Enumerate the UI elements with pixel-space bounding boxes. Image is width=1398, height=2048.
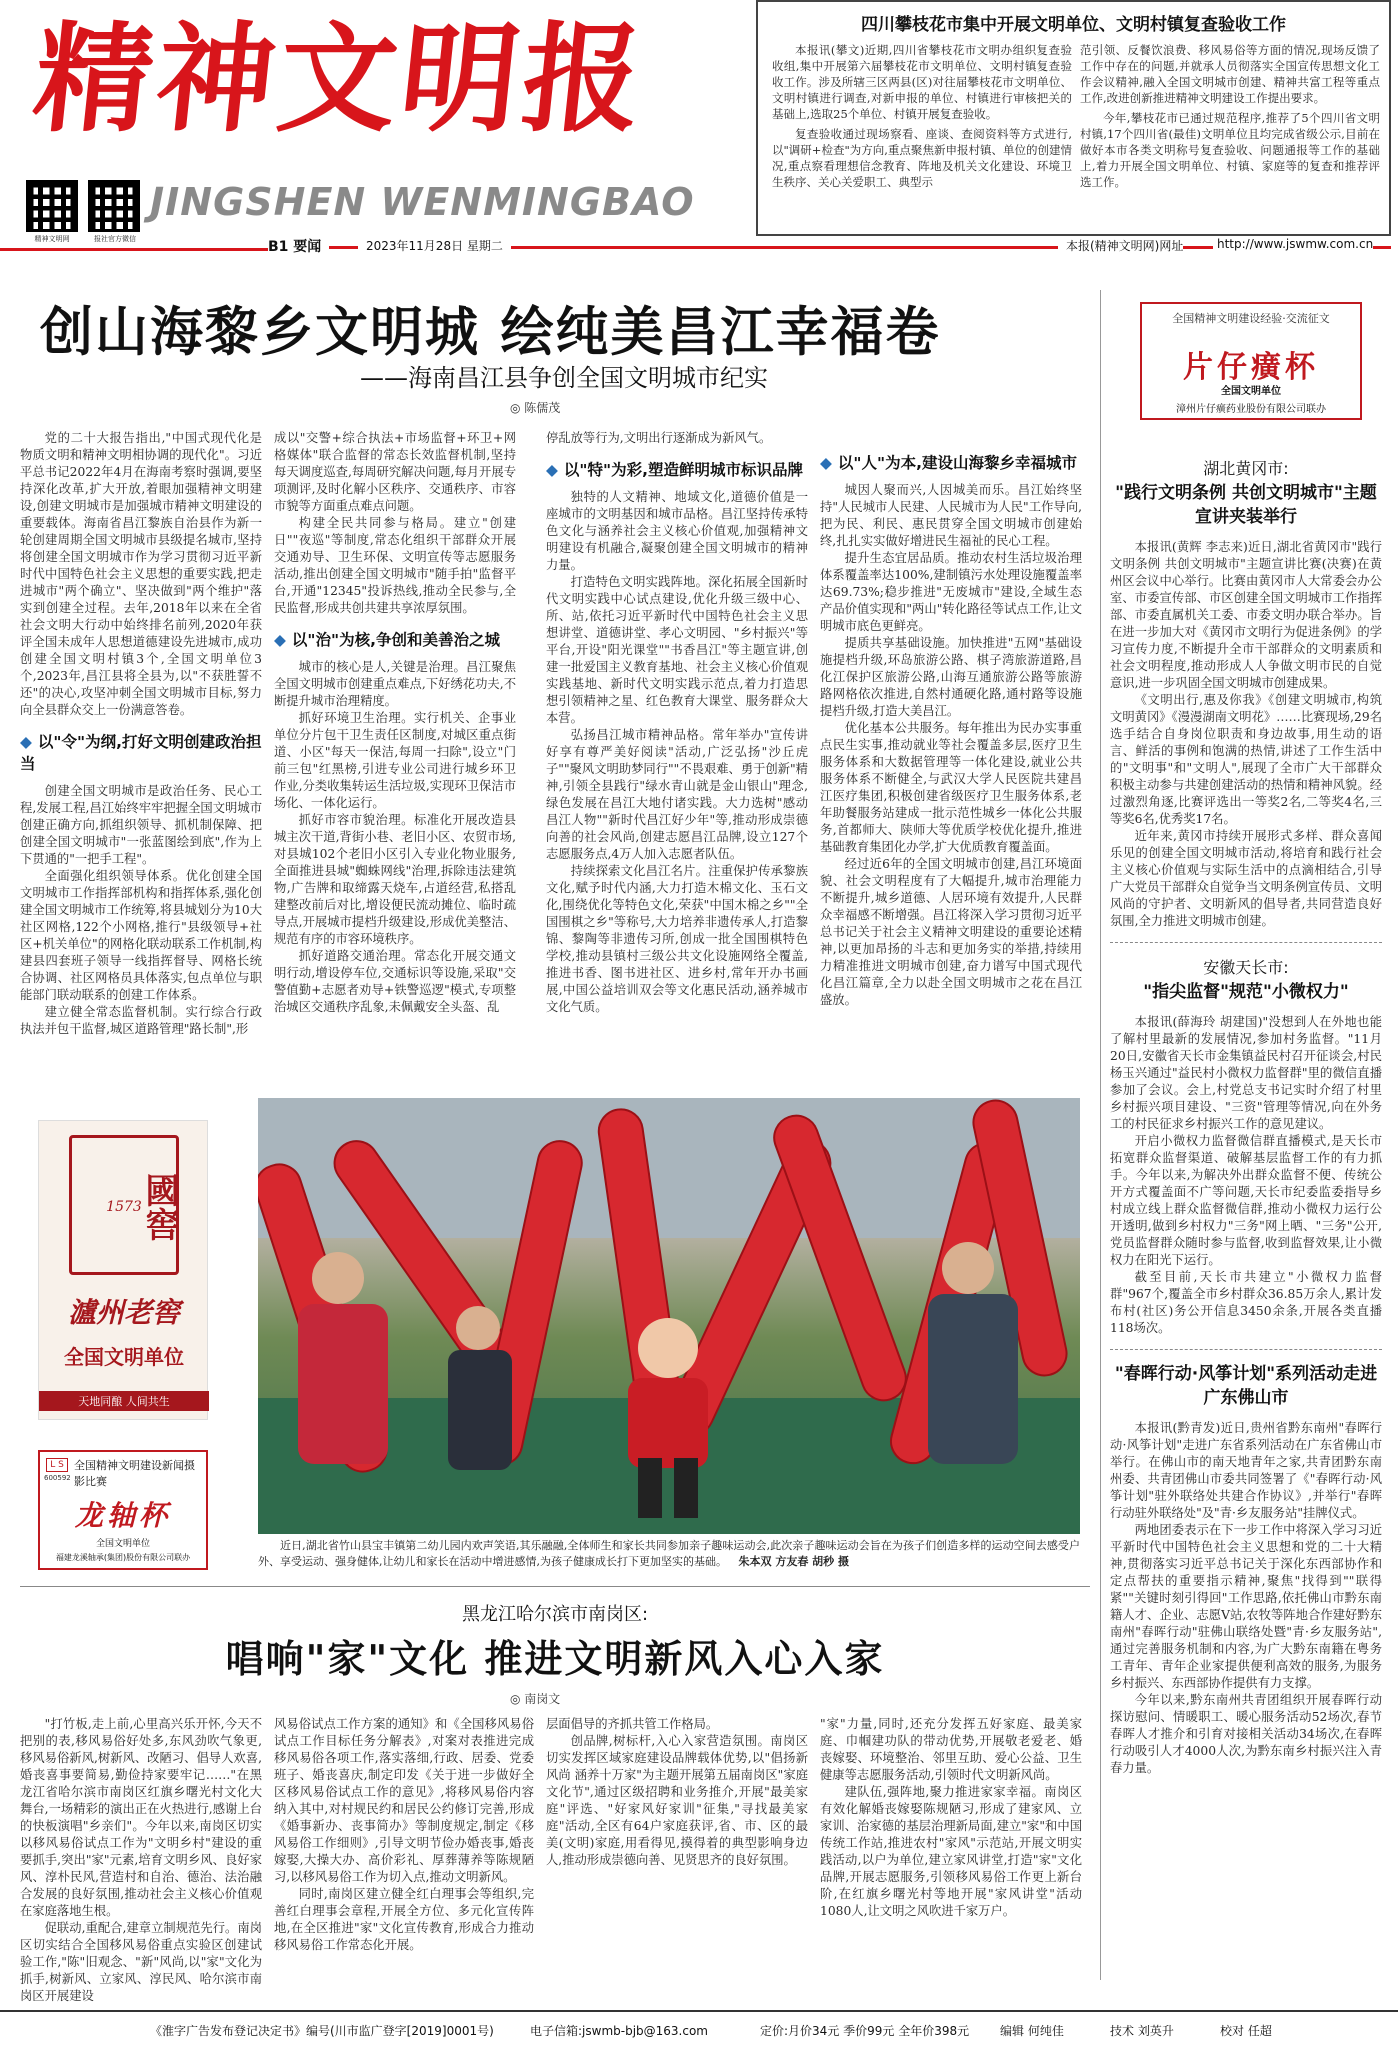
longzhou-company: 福建龙溪轴承(集团)股份有限公司联办 (55, 1553, 191, 1562)
section-label: B1 要闻 (268, 236, 329, 256)
main-p14: 弘扬昌江城市精神品格。常年举办"宣传讲好享有尊严美好阅读"活动,广泛弘扬"沙丘虎子""聚风文明助梦同行""不畏艰难、勇于创新"精神,引领全县践行"绿水青山就是金山银山"理念,绿色发展在昌江大地付诸实践。大力选树"感动昌江人物""新时代昌江好少年"等,推动形成崇德向善的社会风尚,创建志愿昌江品牌,设立127个志愿服务点,4万人加入志愿者队伍。 (546, 728, 808, 861)
main-col-1 (20, 430, 262, 1070)
sidebar-title-1: "践行文明条例 共创文明城市"主题宣讲夹装举行 (1115, 483, 1377, 527)
diamond-icon: ◆ (274, 631, 286, 649)
main-p11: 停乱放等行为,文明出行逐渐成为新风气。 (546, 431, 772, 445)
second-p1: "打竹板,走上前,心里高兴乐开怀,今天不把别的表,移风易俗好处多,东风劲吹气象更,移风易俗新风,树新风、改陋习、倡导人欢喜,婚丧喜事要简易,勤俭持家要牢记……"在黑龙江省哈尔滨市南岗区红旗乡曙光村文化大舞台,一场精彩的演出正在火热进行,感谢上台的快板演唱"乡亲们"。今年以来,南岗区切实以移风易俗试点工作为"文明乡村"建设的重要抓手,突出"家"元素,培育文明乡风、良好家风、淳朴民风,营造村和自治、德治、法治融合发展的良好氛围,推动社会主义核心价值观在家庭落地生根。 (20, 1717, 262, 1918)
footer-email[interactable]: 电子信箱:jswmb-bjb@163.com (530, 2024, 708, 2038)
second-col-4 (820, 1716, 1082, 2006)
second-story-divider (20, 1586, 1090, 1587)
sidebar-p8: 两地团委表示在下一步工作中将深入学习习近平新时代中国特色社会主义思想和党的二十大精神,贯彻落实习近平总书记关于深化东西部协作和定点帮扶的重要指示精神,聚焦"找得到""联得紧""关键时刻引得回"工作思路,依托佛山市黔东南籍人才、企业、志愿V站,农牧等阵地合作建好黔东南州"春晖行动"驻佛山联络处暨"青·乡友服务站",通过完善服务机制和内容,为广大黔东南籍在粤务工青年、青年企业家提供便利高效的服务,为服务乡村振兴、东西部协作提供有力支撑。 (1110, 1523, 1382, 1690)
sidebar-p1: 本报讯(黄辉 李志来)近日,湖北省黄冈市"践行文明条例 共创文明城市"主题宣讲比赛(决赛)在黄州区会议中心举行。比赛由黄冈市人大常委会办公室、市委宣传部、市区创建全国文明城市工作指挥部、市委直属机关工委、市委文明办联合举办。旨在进一步加大对《黄冈市文明行为促进条例》的学习宣传力度,不断提升全市干部群众的文明素质和社会文明程度,推动形成人人争做文明市民的自觉意识,进一步巩固全国文明城市创建成果。 (1110, 540, 1382, 690)
top-story-col2 (1080, 42, 1380, 190)
longzhou-org: 全国精神文明建设新闻摄影比赛 (74, 1459, 195, 1488)
sidebar-title-3: "春晖行动·风筝计划"系列活动走进广东佛山市 (1114, 1364, 1378, 1408)
main-p17: 提升生态宜居品质。推动农村生活垃圾治理体系覆盖率达100%,建制镇污水处理设施覆盖率达69.73%;稳步推进"无废城市"建设,全域生态产品价值实现和"两山"转化路径等试点工作,让文明城市底色更鲜亮。 (820, 551, 1082, 633)
qr-code-website[interactable] (26, 180, 78, 232)
sidebar-kicker-1: 湖北黄冈市: (1203, 459, 1289, 478)
section-head-2 (274, 629, 516, 651)
guojiao-year: 1573 (106, 1199, 142, 1215)
second-p7: "家"力量,同时,还充分发挥五好家庭、最美家庭、巾帼建功队的带动优势,开展敬老爱老、婚丧嫁娶、环境整治、邻里互助、爱心公益、卫生健康等志愿服务活动,引领时代文明新风尚。 (820, 1717, 1082, 1782)
sidebar-p3: 近年来,黄冈市持续开展形式多样、群众喜闻乐见的创建全国文明城市活动,将培育和践行社会主义核心价值观与实际生活中的点滴相结合,引导广大党员干部群众自觉争当文明条例宣传员、文明风尚的守护者、文明新风的倡导者,共同营造良好氛围,全力推进文明城市创建。 (1110, 829, 1382, 928)
main-subhead: ——海南昌江县争创全国文明城市纪实 (360, 364, 768, 392)
top-story-p1: 本报讯(攀文)近期,四川省攀枝花市文明办组织复查验收组,集中开展第六届攀枝花市文明单位、文明村镇复查验收工作。涉及所辖三区两县(区)对往届攀枝花市文明单位、文明村镇进行调查,对新申报的单位、村镇进行审核把关的基础上,选取25个单位、村镇开展复查验收。 (772, 43, 1072, 121)
main-p6: 构建全民共同参与格局。建立"创建日""夜巡"等制度,常态化组织干部群众开展交通劝导、卫生环保、文明宣传等志愿服务活动,推出创建全国文明城市"随手拍"监督平台,开通"12345"投诉热线,推动全民参与,全民监督,形成共创共建共享浓厚氛围。 (274, 516, 516, 615)
section-head-3-text: 以"特"为彩,塑造鲜明城市标识品牌 (563, 461, 803, 479)
diamond-icon: ◆ (20, 733, 32, 751)
longzhou-tag: 全国文明单位 (95, 1539, 150, 1549)
main-p18: 提质共享基础设施。加快推进"五网"基础设施提档升级,环岛旅游公路、棋子湾旅游道路,昌化江保护区旅游公路,山海互通旅游公路等旅游路网格依次推进,自然村通硬化路,通村路等设施提档升级,打造大美昌江。 (820, 636, 1082, 718)
photo-illustration (258, 1098, 1080, 1534)
section-head-4 (820, 452, 1082, 474)
main-p3: 全面强化组织领导体系。优化创建全国文明城市工作指挥部机构和指挥体系,强化创建全国文明城市工作统筹,将县城划分为10大社区网格,122个小网格,推行"县级领导+社区+机关单位"的网格化联动联系工作机制,构建县四套班子领导一线指挥督导、网格长统合协调、社区网格员具体落实,包点单位与职能部门联动联系的创建工作体系。 (20, 869, 262, 1002)
ad1-brand: 片仔癀杯 (1183, 350, 1319, 385)
second-p8: 建队伍,强阵地,聚力推进家家幸福。南岗区有效化解婚丧嫁娶陈规陋习,形成了建家风、立家训、治家德的基层治理新局面,建立"家"和中国传统工作站,推进农村"家风"示范站,开展文明实践活动,以户为单位,建立家风讲堂,打造"家"文化品牌,开展志愿服务,引领移风易俗工作更上新台阶,在红旗乡曙光村等地开展"家风讲堂"活动1080人,让文明之风吹进千家万户。 (820, 1785, 1082, 1918)
second-headline: 唱响"家"文化 推进文明新风入心入家 (225, 1637, 885, 1681)
footer-license: 《淮字广告发布登记决定书》编号(川市监广登字[2019]0001号) (150, 2024, 494, 2038)
sidebar-title-2: "指尖监督"规范"小微权力" (1143, 982, 1349, 1002)
second-p6: 创品牌,树标杆,入心入家营造氛围。南岗区切实发挥区域家庭建设品牌载体优势,以"倡扬新风尚 涵养十万家"为主题开展第五届南岗区"家庭文化节",通过区级招聘和业务推介,开展"最美家庭"评选、"好家风好家训"征集,"寻找最美家庭"活动,全区有64户家庭获评,省、市、区的最美(文明)家庭,用看得见,摸得着的典型影响身边人,推动形成崇德向善、见贤思齐的良好氛围。 (546, 1734, 808, 1867)
section-head-2-text: 以"治"为核,争创和美善治之城 (291, 631, 500, 649)
second-col-1 (20, 1716, 262, 2006)
longzhou-logo: L S (46, 1458, 68, 1472)
second-col-2 (274, 1716, 534, 2006)
sidebar-p2: 《文明出行,惠及你我》《创建文明城市,构筑文明黄冈》《漫漫湖南文明花》……比赛现场,29名选手结合自身岗位职责和身边故事,用生动的语言、鲜活的事例和饱满的热情,讲述了工作生活中的"文明事"和"文明人",展现了全市广大干部群众积极主动参与共建创建活动的热情和精神风貌。经过激烈角逐,比赛评选出一等奖2名,二等奖4名,三等奖6名,优秀奖17名。 (1110, 693, 1382, 826)
sidebar-divider-1 (1110, 942, 1382, 943)
main-col-2 (274, 430, 516, 1070)
pianzaihuang-ad[interactable] (1140, 302, 1362, 420)
photo-caption (258, 1538, 1080, 1570)
main-p8: 抓好环境卫生治理。实行机关、企事业单位分片包干卫生责任区制度,对城区重点街道、小区"每天一保洁,每周一扫除",设立"门前三包"红黑榜,引进专业公司进行城乡环卫作业,分类收集转运生活垃圾,实现环卫保洁市场化、一体化运行。 (274, 711, 516, 810)
guojiao-maker: 瀘州老窖 (67, 1296, 180, 1329)
site-url[interactable]: http://www.jswmw.com.cn (1213, 237, 1373, 251)
guojiao-tag: 全国文明单位 (64, 1345, 184, 1369)
sidebar-divider-2 (1110, 1349, 1382, 1350)
section-head-4-text: 以"人"为本,建设山海黎乡幸福城市 (837, 454, 1077, 472)
photo-credit: 朱本双 方友春 胡秒 摄 (738, 1555, 849, 1568)
ad1-org: 全国精神文明建设经验·交流征文 (1172, 312, 1330, 325)
qr-label-2: 报社官方微信 (94, 235, 136, 243)
section-head-3 (546, 459, 808, 481)
top-story-p3: 范引领、反餐饮浪费、移风易俗等方面的情况,现场反馈了工作中存在的问题,并就承人员彻落实全国宣传思想文化工作会议精神,融入全国文明城市创建、精神共富工程等重点工作,改进创新推进精神文明建设工作提出要求。 (1080, 43, 1380, 105)
qr-code-wechat[interactable] (88, 180, 140, 232)
date-bar (268, 236, 1391, 258)
sidebar-p5: 开启小微权力监督微信群直播模式,是天长市拓宽群众监督渠道、破解基层监督工作的有力抓手。今年以来,为解决外出群众监督不便、传统公开方式覆盖面不广等问题,天长市纪委监委指导乡村成立线上群众监督微信群,推动小微权力运行公开透明,做到乡村权力"三务"网上晒、"三务"公开,党员监督群众随时参与监督,收到监督效果,让小微权力在阳光下运行。 (1110, 1134, 1382, 1267)
second-col-3 (546, 1716, 808, 2006)
main-byline: ◎ 陈儒茂 (510, 401, 561, 415)
footer (0, 2010, 1398, 2048)
main-p15: 持续探索文化昌江名片。注重保护传承黎族文化,赋予时代内涵,大力打造木棉文化、玉石文化,围绕优化等特色文化,荣获"中国木棉之乡""全国围棋之乡"等称号,大力培养非遗传承人,打造黎锦、黎陶等非遗传习所,创成一批全国围棋特色学校,推动县镇村三级公共文化设施网络全覆盖,推进书香、图书进社区、进乡村,常年开办书画展,中国公益培训双会等文化惠民活动,涵养城市文化气质。 (546, 864, 808, 1014)
top-story-headline: 四川攀枝花市集中开展文明单位、文明村镇复查验收工作 (861, 15, 1286, 35)
main-p2: 创建全国文明城市是政治任务、民心工程,发展工程,昌江始终牢牢把握全国文明城市创建正确方向,抓组织领导、抓机制保障、把创建全国文明城市"一张蓝图绘到底",作为上下贯通的"一把手工程"。 (20, 784, 262, 866)
top-story-p4: 今年,攀枝花市已通过规范程序,推荐了5个四川省文明村镇,17个四川省(最佳)文明单位且均完成省级公示,目前在做好本市各类文明称号复查验收、问题通报等工作的基础上,着力开展全国文明单位、村镇、家庭等的复查和推荐评选工作。 (1080, 111, 1380, 189)
main-p12: 独特的人文精神、地域文化,道德价值是一座城市的文明基因和城市品格。昌江坚持传承特色文化与涵养社会主义核心价值观,加强精神文明建设有机融合,凝聚创建全国文明城市的精神力量。 (546, 490, 808, 572)
top-story-p2: 复查验收通过现场察看、座谈、查阅资料等方式进行,以"调研+检查"为方向,重点聚焦新申报村镇、单位的创建情况,重点察看理想信念教育、阵地及机关文化建设、环境卫生秩序、关心关爱职工、典型示 (772, 127, 1072, 189)
guojiao-ad[interactable] (38, 1120, 208, 1420)
main-p13: 打造特色文明实践阵地。深化拓展全国新时代文明实践中心试点建设,优化升级三级中心、所、站,依托习近平新时代中国特色社会主义思想讲堂、道德讲堂、孝心文明园、"乡村振兴"等平台,开设"阳光课堂""书香昌江"等主题宣讲,创建一批爱国主义教育基地、社会主义核心价值观实践基地、新时代文明实践示范点,着力打造思想引领精神之星、红色教育大课堂、服务群众大本营。 (546, 575, 808, 725)
ad1-tag: 全国文明单位 (1221, 386, 1281, 397)
vertical-rule (1100, 290, 1101, 1980)
sidebar-kicker-2: 安徽天长市: (1203, 958, 1289, 977)
main-headline: 创山海黎乡文明城 绘纯美昌江幸福卷 (40, 302, 941, 363)
second-p3: 风易俗试点工作方案的通知》和《全国移风易俗试点工作目标任务分解表》,对案对表推进完成移风易俗各项工作,落实落细,行政、居委、党委班子、婚丧喜庆,制定印发《关于进一步做好全区移风易俗试点工作的意见》,将移风易俗内容纳入其中,对村规民约和居民公约修订完善,形成《婚事新办、丧事简办》等制度规定,制定《移风易俗工作细则》,引导文明节俭办婚丧事,婚丧嫁娶,大操大办、高价彩礼、厚葬薄养等陈规陋习,以移风易俗工作为切入点,推动文明新风。 (274, 1717, 534, 1884)
main-p5: 成以"交警+综合执法+市场监督+环卫+网格媒体"联合监督的常态长效监督机制,坚持每天调度巡查,每周研究解决问题,每月开展专项测评,及时化解小区秩序、交通秩序、市容市貌等方面重点难点问题。 (274, 431, 516, 513)
top-story-box (756, 0, 1391, 236)
main-p20: 经过近6年的全国文明城市创建,昌江环境面貌、社会文明程度有了大幅提升,城市治理能力不断提升,城乡道德、人居环境有效提升,人民群众幸福感不断增强。昌江将深入学习贯彻习近平总书记关于社会主义精神文明建设的重要论述精神,以更加昂扬的斗志和更加务实的举措,持续用力精准推进文明城市创建,奋力谱写中国式现代化昌江篇章,全力以赴全国文明城市之花在昌江盛放。 (820, 857, 1082, 1007)
longzhou-stock: 600592 (44, 1474, 71, 1482)
second-byline: ◎ 南岗文 (510, 1692, 561, 1706)
guojiao-brand: 國窖 (139, 1173, 179, 1241)
top-story-col1 (772, 42, 1072, 190)
sidebar-p9: 今年以来,黔东南州共青团组织开展春晖行动探访慰问、情暖职工、暖心服务活动52场次,春节春晖人才推介和引育对接相关活动34场次,在春晖行动吸引人才4000人次,为黔东南乡村振兴注入青春力量。 (1110, 1693, 1382, 1775)
section-head-1 (20, 731, 262, 775)
sidebar-col (1110, 456, 1382, 1976)
sidebar-p6: 截至目前,天长市共建立"小微权力监督群"967个,覆盖全市乡村群众36.85万余人,累计发布村(社区)务公开信息3450余条,开展各类直播118场次。 (1110, 1270, 1382, 1335)
second-kicker: 黑龙江哈尔滨市南岗区: (461, 1604, 649, 1625)
main-p1: 党的二十大报告指出,"中国式现代化是物质文明和精神文明相协调的现代化"。习近平总书记2022年4月在海南考察时强调,要坚持深化改革,扩大开放,着眼加强精神文明建设,创建文明城市是加强城市精神文明建设的重要载体。海南省昌江黎族自治县作为新一轮创建周期全国文明城市县级提名城市,坚持将创建全国文明城市作为学习贯彻习近平新时代中国特色社会主义思想的重要实践,把走进城市"两个确立"、坚决做到"两个维护"落实到创建全过程。去年,2018年以来在全省社会文明大行动中始终排名前列,2020年获评全国未成年人思想道德建设先进城市,成功创建全国文明村镇3个,全国文明单位3个,2023年,昌江县将全县为,以"不获胜誓不还"的决心,攻坚冲刺全国文明城市目标,努力向全县群众交上一份满意答卷。 (20, 431, 262, 717)
guojiao-slogan: 天地同酿 人间共生 (78, 1395, 170, 1408)
main-p4: 建立健全常态监督机制。实行综合行政执法并包干监督,城区道路管理"路长制",形 (20, 1005, 262, 1036)
diamond-icon: ◆ (820, 454, 832, 472)
main-p9: 抓好市容市貌治理。标准化开展改造县城主次干道,背街小巷、老旧小区、农贸市场,对县城102个老旧小区引入专业化物业服务,全面推进县城"蜘蛛网线"治理,拆除违法建筑物,广告牌和取缔露天烧车,占道经营,私搭乱建整改前后对比,增设便民流动摊位、临时疏导点,开展城市提档升级建设,形成优美整洁、规范有序的市容环境秩序。 (274, 813, 516, 946)
main-p7: 城市的核心是人,关键是治理。昌江聚焦全国文明城市创建重点难点,下好绣花功夫,不断提升城市治理精度。 (274, 660, 516, 708)
second-p2: 促联动,重配合,建章立制规范先行。南岗区切实结合全国移风易俗重点实验区创建试验工作,"陈"旧观念、"新"风尚,以"家"文化为抓手,树新风、立家风、淳民风、哈尔滨市南岗区开展建设 (20, 1921, 262, 2003)
masthead-pinyin: JINGSHEN WENMINGBAO (150, 180, 695, 224)
footer-proof: 校对 任超 (1220, 2024, 1272, 2038)
footer-editor: 编辑 何纯佳 (1000, 2024, 1064, 2038)
masthead (0, 0, 760, 243)
second-p4: 同时,南岗区建立健全红白理事会等组织,完善红白理事会章程,开展全方位、多元化宣传阵地,在全区推进"家"文化宣传教育,形成合力推动移风易俗工作常态化开展。 (274, 1887, 534, 1952)
second-p5: 层面倡导的齐抓共管工作格局。 (546, 1717, 719, 1731)
news-photo (258, 1098, 1080, 1534)
footer-price: 定价:月价34元 季价99元 全年价398元 (760, 2024, 970, 2038)
photo-caption-text: 近日,湖北省竹山县宝丰镇第二幼儿园内欢声笑语,其乐融融,全体师生和家长共同参加亲子趣味运动会,此次亲子趣味运动会旨在为孩子们创造多样的运动空间去感受户外、享受运动、强身健体,让幼儿和家长在活动中增进感情,为孩子健康成长打下更加坚实的基础。 (258, 1539, 1080, 1568)
main-p10: 抓好道路交通治理。常态化开展交通文明行动,增设停车位,交通标识等设施,采取"交警值勤+志愿者劝导+铁警巡逻"模式,专项整治城区交通秩序乱象,未佩戴安全头盔、乱 (274, 949, 516, 1014)
sidebar-p4: 本报讯(薛海玲 胡建国)"没想到人在外地也能了解村里最新的发展情况,参加村务监督。"11月20日,安徽省天长市金集镇益民村召开征谈会,村民杨玉兴通过"益民村小微权力监督群"里的微信直播参加了会议。会上,村党总支书记实时介绍了村里乡村振兴项目建设、"三资"管理等情况,向在外务工的村民征求乡村振兴工作的意见建议。 (1110, 1015, 1382, 1131)
section-head-1-text: 以"令"为纲,打好文明创建政治担当 (20, 733, 262, 773)
main-p16: 城因人聚而兴,人因城美而乐。昌江始终坚持"人民城市人民建、人民城市为人民"工作导向,把为民、利民、惠民贯穿全国文明城市创建始终,扎扎实实做好增进民生福祉的民心工程。 (820, 483, 1082, 548)
date-bar-rule-left (0, 248, 268, 251)
qr-label-1: 精神文明网 (34, 235, 70, 243)
main-col-3 (546, 430, 808, 1070)
sidebar-p7: 本报讯(黔青发)近日,贵州省黔东南州"春晖行动·风筝计划"走进广东省系列活动在广东省佛山市举行。在佛山市的南天地青年之家,共青团黔东南州委、共青团佛山市委共同签署了《"春晖行动·风筝计划"驻外联络处共建合作协议》,并举行"春晖行动驻外联络处"及"青·乡友服务站"挂牌仪式。 (1110, 1421, 1382, 1520)
site-label: 本报(精神文明网)网址 (1058, 237, 1183, 254)
main-col-4 (820, 452, 1082, 1070)
main-p19: 优化基本公共服务。每年推出为民办实事重点民生实事,推动就业等社会覆盖多层,医疗卫生服务体系和大数据管理等一体化建设,就业公共服务体系不断健全,与武汉大学人民医院共建昌江医疗集团,积极创建省级医疗卫生服务体系,老年助餐服务站建成一批示范性城乡一体化公共服务,首都师大、陕师大等优质学校优化提升,推进基础教育集团化办学,扩大优质教育覆盖面。 (820, 721, 1082, 854)
issue-date: 2023年11月28日 星期二 (358, 237, 511, 254)
longzhou-ad[interactable] (38, 1450, 208, 1570)
diamond-icon: ◆ (546, 461, 558, 479)
longzhou-brand: 龙轴杯 (74, 1499, 171, 1532)
footer-design: 技术 刘英升 (1110, 2024, 1174, 2038)
ad1-company: 漳州片仔癀药业股份有限公司联办 (1176, 404, 1326, 415)
masthead-title: 精神文明报 (27, 9, 653, 148)
